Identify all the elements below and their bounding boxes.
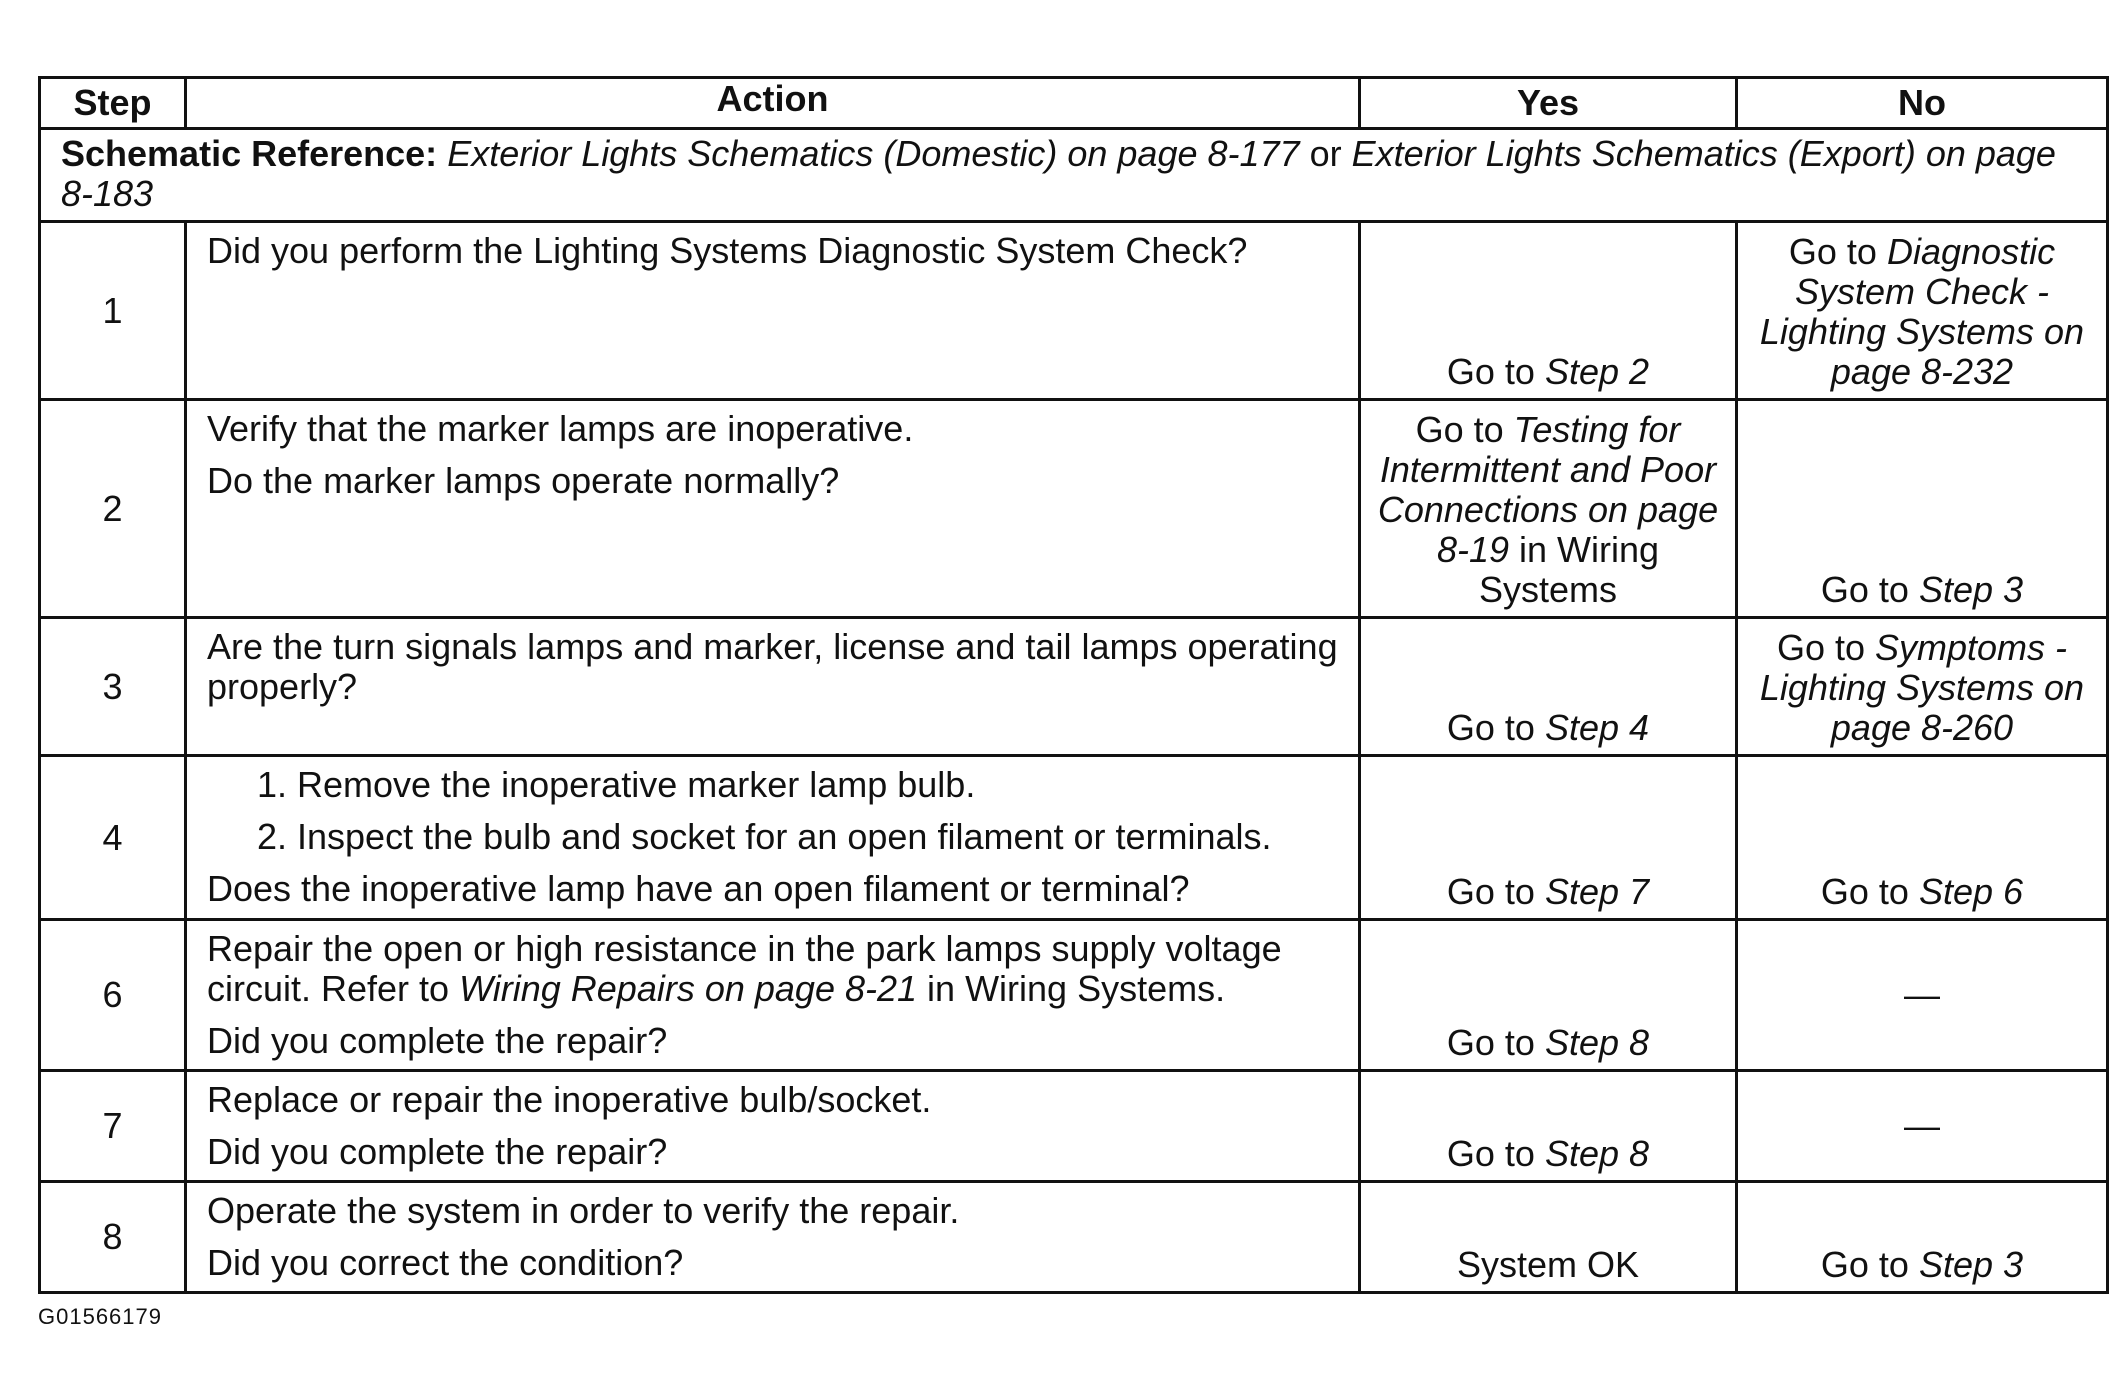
figure-id: G01566179 bbox=[38, 1304, 162, 1329]
action-text: Are the turn signals lamps and marker, license and tail lamps operating properly? bbox=[207, 626, 1338, 707]
yes-cell bbox=[1360, 756, 1737, 920]
action-cell bbox=[186, 1071, 1360, 1182]
no-step-link: Step 3 bbox=[1918, 569, 2024, 610]
step-number: 6 bbox=[40, 920, 186, 1071]
action-cell bbox=[186, 756, 1360, 920]
header-yes: Yes bbox=[1360, 78, 1737, 129]
goto-text: Go to bbox=[1820, 871, 1909, 912]
no-dash: — bbox=[1904, 1105, 1940, 1146]
action-reference-link: Wiring Repairs on page 8-21 bbox=[459, 968, 918, 1009]
yes-step-link: Step 4 bbox=[1544, 707, 1650, 748]
goto-text: Go to bbox=[1446, 351, 1535, 392]
header-row bbox=[40, 78, 2108, 129]
schematic-or: or bbox=[1309, 133, 1342, 174]
no-cell bbox=[1737, 618, 2108, 756]
list-item bbox=[237, 817, 1346, 857]
step-number: 8 bbox=[40, 1182, 186, 1293]
yes-step-link: Step 8 bbox=[1544, 1133, 1650, 1174]
table-row bbox=[40, 400, 2108, 618]
yes-step-link: Step 2 bbox=[1544, 351, 1650, 392]
no-cell bbox=[1737, 1071, 2108, 1182]
substep-number: 2. bbox=[256, 816, 287, 857]
question-text: Did you correct the condition? bbox=[207, 1242, 684, 1283]
step-number: 1 bbox=[40, 222, 186, 400]
goto-text: Go to bbox=[1776, 627, 1865, 668]
step-number: 4 bbox=[40, 756, 186, 920]
yes-reference-link: Testing for Intermittent and Poor Connections on page 8-19 bbox=[1377, 409, 1719, 570]
header-no: No bbox=[1737, 78, 2108, 129]
header-action: Action bbox=[186, 78, 1360, 129]
action-text-post: in Wiring Systems. bbox=[927, 968, 1226, 1009]
action-cell bbox=[186, 618, 1360, 756]
yes-cell bbox=[1360, 1182, 1737, 1293]
question-text: Does the inoperative lamp have an open filament or terminal? bbox=[207, 868, 1190, 909]
table-row bbox=[40, 1182, 2108, 1293]
action-text: Replace or repair the inoperative bulb/socket. bbox=[207, 1079, 932, 1120]
no-step-link: Step 6 bbox=[1918, 871, 2024, 912]
question-text: Did you complete the repair? bbox=[207, 1131, 668, 1172]
action-cell bbox=[186, 222, 1360, 400]
step-number: 7 bbox=[40, 1071, 186, 1182]
table-row bbox=[40, 1071, 2108, 1182]
schematic-reference-label: Schematic Reference: bbox=[61, 133, 438, 174]
table-row bbox=[40, 756, 2108, 920]
yes-cell bbox=[1360, 618, 1737, 756]
action-text-pre: Repair the open or high resistance in the park lamps supply voltage circuit. Refer to bbox=[207, 928, 1282, 1009]
no-reference-link: Symptoms - Lighting Systems on page 8-260 bbox=[1759, 627, 2085, 748]
step-number: 3 bbox=[40, 618, 186, 756]
goto-text: Go to bbox=[1788, 231, 1877, 272]
schematic-reference-row bbox=[40, 129, 2108, 222]
substep-text: Remove the inoperative marker lamp bulb. bbox=[297, 764, 976, 805]
action-text: Verify that the marker lamps are inoperative. bbox=[207, 408, 914, 449]
substep-number: 1. bbox=[256, 764, 287, 805]
action-substeps bbox=[207, 765, 1346, 857]
goto-text: Go to bbox=[1820, 1244, 1909, 1285]
table-row bbox=[40, 920, 2108, 1071]
no-cell bbox=[1737, 756, 2108, 920]
no-step-link: Step 3 bbox=[1918, 1244, 2024, 1285]
table-row bbox=[40, 618, 2108, 756]
question-text: Do the marker lamps operate normally? bbox=[207, 460, 840, 501]
action-cell bbox=[186, 400, 1360, 618]
table-row bbox=[40, 222, 2108, 400]
list-item bbox=[237, 765, 1346, 805]
yes-reference-suffix: in Wiring Systems bbox=[1478, 529, 1660, 610]
header-step: Step bbox=[40, 78, 186, 129]
step-number: 2 bbox=[40, 400, 186, 618]
schematic-reference bbox=[40, 129, 2108, 222]
action-cell bbox=[186, 920, 1360, 1071]
yes-cell bbox=[1360, 920, 1737, 1071]
yes-step-link: Step 8 bbox=[1544, 1022, 1650, 1063]
goto-text: Go to bbox=[1446, 871, 1535, 912]
schematic-ref-domestic: Exterior Lights Schematics (Domestic) on page 8-177 bbox=[447, 133, 1300, 174]
action-text bbox=[207, 929, 1346, 1009]
yes-cell bbox=[1360, 1071, 1737, 1182]
goto-text: Go to bbox=[1446, 1022, 1535, 1063]
no-cell bbox=[1737, 400, 2108, 618]
yes-step-link: Step 7 bbox=[1544, 871, 1650, 912]
goto-text: Go to bbox=[1415, 409, 1504, 450]
question-text: Did you complete the repair? bbox=[207, 1020, 668, 1061]
action-cell bbox=[186, 1182, 1360, 1293]
action-text: Operate the system in order to verify the repair. bbox=[207, 1190, 960, 1231]
goto-text: Go to bbox=[1446, 1133, 1535, 1174]
no-cell bbox=[1737, 920, 2108, 1071]
goto-text: Go to bbox=[1446, 707, 1535, 748]
yes-cell bbox=[1360, 222, 1737, 400]
goto-text: Go to bbox=[1820, 569, 1909, 610]
schematic-ref-export: Exterior Lights Schematics (Export) on page 8-183 bbox=[61, 133, 2056, 214]
action-text: Did you perform the Lighting Systems Diagnostic System Check? bbox=[207, 230, 1248, 271]
no-reference-link: Diagnostic System Check - Lighting Systems on page 8-232 bbox=[1759, 231, 2085, 392]
yes-cell bbox=[1360, 400, 1737, 618]
substep-text: Inspect the bulb and socket for an open filament or terminals. bbox=[297, 816, 1272, 857]
yes-result: System OK bbox=[1456, 1244, 1640, 1285]
no-dash: — bbox=[1904, 974, 1940, 1015]
no-cell bbox=[1737, 1182, 2108, 1293]
diagnostic-table bbox=[38, 76, 2109, 1294]
no-cell bbox=[1737, 222, 2108, 400]
